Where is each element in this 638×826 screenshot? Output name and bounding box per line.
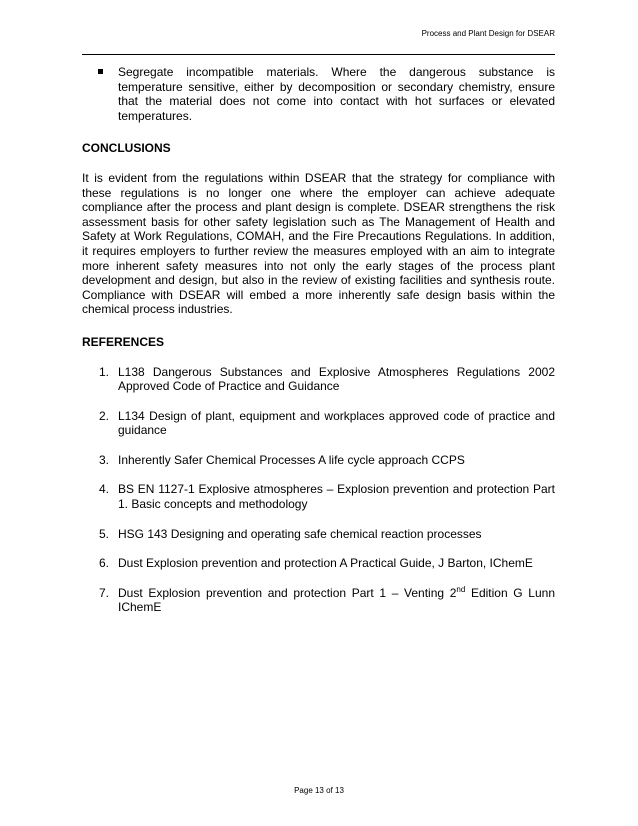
page-content bbox=[82, 65, 555, 630]
reference-item bbox=[82, 482, 555, 511]
reference-number: 5. bbox=[99, 526, 110, 541]
reference-item bbox=[82, 556, 555, 571]
reference-text bbox=[118, 586, 555, 615]
reference-number: 7. bbox=[99, 585, 110, 600]
conclusions-paragraph: It is evident from the regulations within DSEAR that the strategy for compliance with these regulations is no longer one where the employer can achieve adequate compliance after the process and plant design is complete. DSEAR strengthens the risk assessment basis for other safety legislation such as The Management of Health and Safety at Work Regulations, COMAH, and the Fire Precautions Regulations. In addition, it requires employers to further review the measures employed with an aim to integrate more inherent safety measures into not only the early stages of the process plant development and design, but also in the review of existing facilities and synthesis route. Compliance with DSEAR will embed a more inherently safe design basis within the chemical process industries. bbox=[82, 170, 555, 317]
reference-number: 6. bbox=[99, 556, 110, 571]
reference-text: Dust Explosion prevention and protection A Practical Guide, J Barton, IChemE bbox=[118, 556, 533, 571]
references-heading: REFERENCES bbox=[82, 334, 165, 349]
header-rule bbox=[82, 54, 555, 55]
reference-item bbox=[82, 586, 555, 615]
reference-number: 1. bbox=[99, 364, 110, 379]
reference-text-after: Edition G Lunn IChemE bbox=[118, 585, 555, 615]
references-list bbox=[82, 365, 555, 616]
reference-number: 4. bbox=[99, 482, 110, 497]
reference-item bbox=[82, 365, 555, 394]
reference-text: Inherently Safer Chemical Processes A life cycle approach CCPS bbox=[118, 452, 465, 467]
reference-text-before: Dust Explosion prevention and protection Part 1 – Venting 2 bbox=[118, 585, 457, 600]
reference-number: 2. bbox=[99, 408, 110, 423]
reference-number: 3. bbox=[99, 452, 110, 467]
bullet-item bbox=[82, 65, 555, 123]
reference-item bbox=[82, 527, 555, 542]
bullet-text: Segregate incompatible materials. Where the dangerous substance is temperature sensitive, either by decomposition or secondary chemistry, ensure that the material does not come into contact with hot surfaces or elevated temperatures. bbox=[118, 65, 555, 123]
reference-text: HSG 143 Designing and operating safe chemical reaction processes bbox=[118, 526, 482, 541]
conclusions-heading: CONCLUSIONS bbox=[82, 141, 171, 156]
ordinal-superscript: nd bbox=[456, 584, 466, 594]
reference-item bbox=[82, 409, 555, 438]
square-bullet-icon bbox=[98, 69, 103, 74]
reference-text: L134 Design of plant, equipment and workplaces approved code of practice and guidance bbox=[118, 408, 555, 438]
reference-text: BS EN 1127-1 Explosive atmospheres – Explosion prevention and protection Part 1. Basic concepts and methodology bbox=[118, 482, 555, 512]
reference-text: L138 Dangerous Substances and Explosive Atmospheres Regulations 2002 Approved Code of Practice and Guidance bbox=[118, 364, 555, 394]
running-header: Process and Plant Design for DSEAR bbox=[421, 29, 555, 38]
page-number-footer: Page 13 of 13 bbox=[294, 786, 344, 795]
reference-item bbox=[82, 453, 555, 468]
